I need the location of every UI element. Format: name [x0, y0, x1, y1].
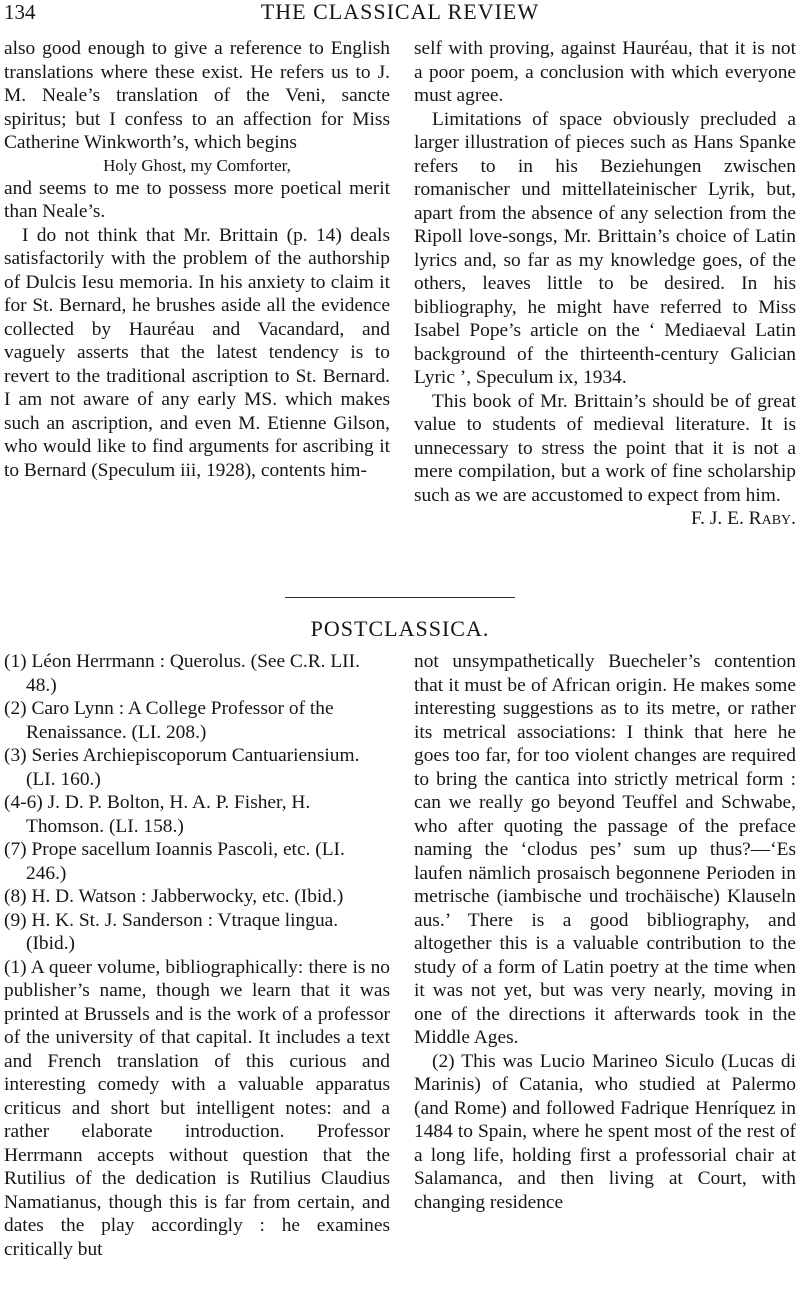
book-entry: (8) H. D. Watson : Jabberwocky, etc. (Ibid.) [4, 886, 344, 907]
review-paragraph: also good enough to give a reference to English translations where these exist. He refers us to J. M. Neale’s translation of the Veni, sancte spiritus; but I confess to an affection for Miss Catherine Winkworth’s, which begins [4, 38, 390, 153]
page-number: 134 [4, 0, 36, 24]
review-column-right [414, 37, 796, 531]
review-paragraph: This book of Mr. Brittain’s should be of great value to students of medieval literature. It is unnecessary to stress the point that it is not a mere compilation, but a work of fine scholarship such as we are accustomed to expect from him. [414, 390, 796, 506]
reviewer-signature [414, 507, 796, 531]
postclassica-column-right [414, 650, 796, 1214]
book-entry: (7) Prope sacellum Ioannis Pascoli, etc. (LI. 246.) [4, 839, 345, 884]
journal-title: THE CLASSICAL REVIEW [260, 0, 540, 24]
postclassica-column-left [4, 650, 390, 1261]
running-header [0, 0, 800, 26]
section-title: POSTCLASSICA. [310, 616, 490, 641]
review-paragraph: self with proving, against Hauréau, that it is not a poor poem, a conclusion with which everyone must agree. [414, 38, 796, 106]
book-entry: (2) Caro Lynn : A College Professor of the Renaissance. (LI. 208.) [4, 698, 334, 743]
postclassica-paragraph: (2) This was Lucio Marineo Siculo (Lucas di Marinis) of Catania, who studied at Palermo (and Rome) and followed Fadrique Henríquez in 1484 to Spain, where he spent most of the rest of a long life, holding first a professorial chair at Salamanca, and then living at Court, with changing residence [414, 1050, 796, 1213]
section-divider [285, 597, 515, 598]
review-paragraph: Limitations of space obviously precluded a larger illustration of pieces such as Hans Spanke refers to in his Beziehungen zwischen romanischer und mittellateinischer Lyrik, but, apart from the absence of any selection from the Ripoll love-songs, Mr. Brittain’s choice of Latin lyrics and, so far as my knowledge goes, of the others, leaves little to be desired. In his bibliography, he might have referred to Miss Isabel Pope’s article on the ‘ Mediaeval Latin background of the thirteenth-century Galician Lyric ’, Speculum ix, 1934. [414, 108, 796, 388]
review-column-left [4, 37, 390, 482]
reviewer-name: F. J. E. Raby. [690, 508, 796, 529]
book-entry: (9) H. K. St. J. Sanderson : Vtraque lingua. (Ibid.) [4, 909, 339, 954]
review-paragraph: I do not think that Mr. Brittain (p. 14) deals satisfactorily with the problem of the authorship of Dulcis Iesu memoria. In his anxiety to claim it for St. Bernard, he brushes aside all the evidence collected by Hauréau and Vacandard, and vaguely asserts that the latest tendency is to revert to the traditional ascription to St. Bernard. I am not aware of any early MS. which makes such an ascription, and even M. Etienne Gilson, who would like to find arguments for ascribing it to Bernard (Speculum iii, 1928), contents him- [4, 224, 390, 481]
book-entry: (3) Series Archiepiscoporum Cantuariensium. (LI. 160.) [4, 745, 360, 790]
postclassica-paragraph: not unsympathetically Buecheler’s contention that it must be of African origin. He makes some interesting suggestions as to its metre, or rather its metrical associations: I think that here he goes too far, for too violent changes are required to bring the cantica into strictly metrical form : can we really go beyond Teuffel and Schwabe, who after quoting the passage of the preface naming the ‘clodus pes’ sum up thus?—‘Es laufen nämlich prosaisch begonnene Perioden in metrische (iambische und trochäische) Klauseln aus.’ There is a good bibliography, and altogether this is a valuable contribution to the study of a form of Latin poetry at the time when it was not yet, but was very nearly, moving in one of the directions it afterwards took in the Middle Ages. [414, 651, 796, 1048]
quoted-hymn-line: Holy Ghost, my Comforter, [103, 155, 291, 175]
book-entry: (1) Léon Herrmann : Querolus. (See C.R. LII. 48.) [4, 651, 360, 696]
review-paragraph: and seems to me to possess more poetical merit than Neale’s. [4, 177, 390, 222]
postclassica-paragraph: (1) A queer volume, bibliographically: there is no publisher’s name, though we learn that it was printed at Brussels and is the work of a professor of the university of that capital. It includes a text and French translation of this curious and interesting comedy with a valuable apparatus criticus and short but intelligent notes: and a rather elaborate introduction. Professor Herrmann accepts without question that the Rutilius of the dedication is Rutilius Claudius Namatianus, though this is far from certain, and dates the play accordingly : he examines critically but [4, 956, 390, 1260]
book-entry: (4-6) J. D. P. Bolton, H. A. P. Fisher, H. Thomson. (LI. 158.) [4, 792, 311, 837]
